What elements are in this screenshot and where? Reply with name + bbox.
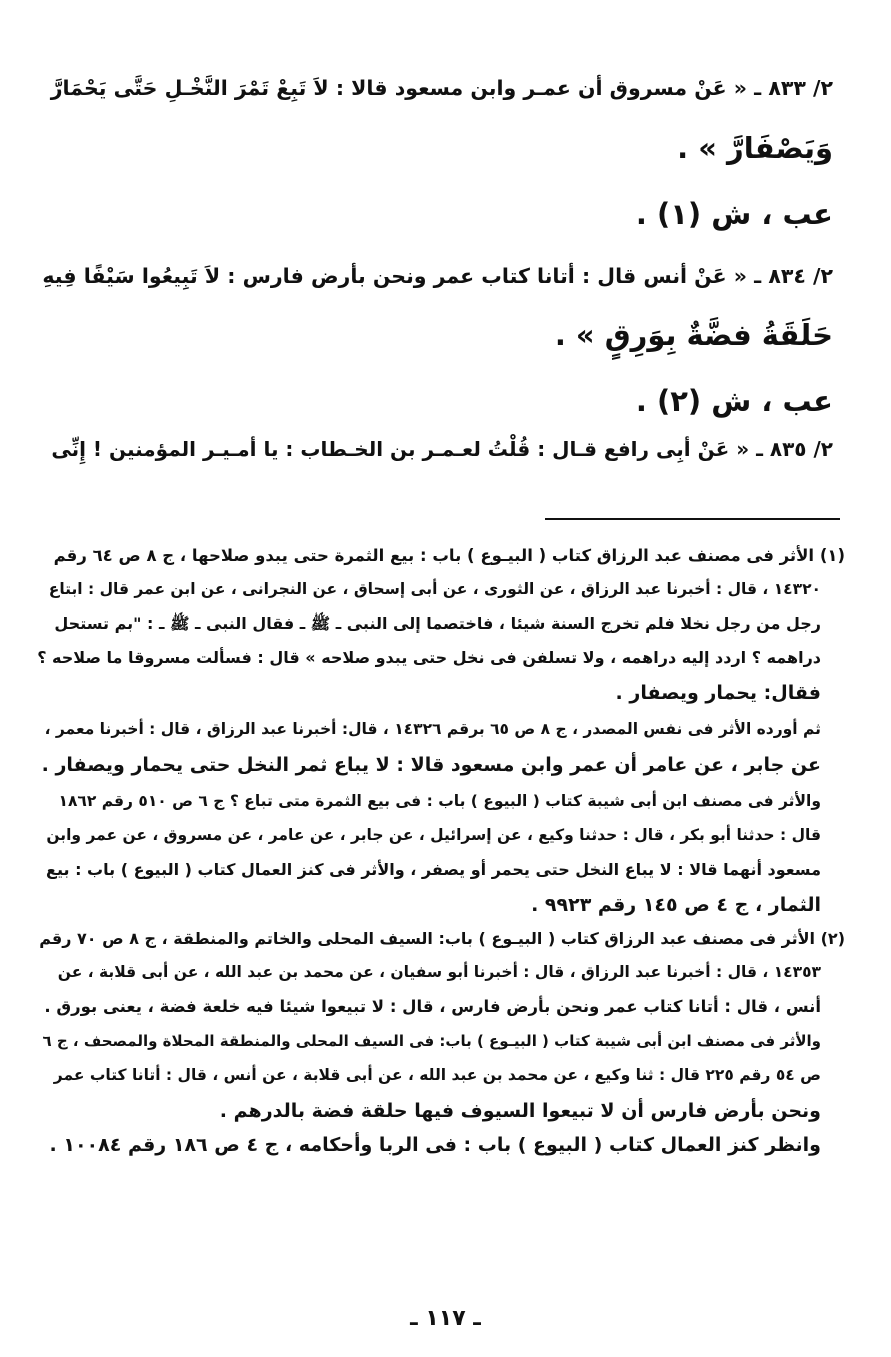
entry-834-source: عب ، ش (٢) . (635, 384, 833, 418)
entry-834-line-1: ٢/ ٨٣٤ ـ « عَنْ أنس قال : أتانا كتاب عمر ونحن بأرض فارس : لاَ تَبِيعُوا سَيْفًا فِيهِ (42, 264, 833, 288)
footnote-1-line: دراهمه ؟ اردد إليه دراهمه ، ولا تسلفن فى نخل حتى يبدو صلاحه » قال : فسألت مسروقا ما صلاحه ؟ (37, 648, 821, 667)
footnote-1-line: رجل من رجل نخلا فلم تخرج السنة شيئا ، فاختصما إلى النبى ـ ﷺ ـ فقال النبى ـ ﷺ ـ : "بم تستحل (54, 614, 821, 633)
footnote-1-line: عن جابر ، عن عامر أن عمر وابن مسعود قالا : لا يباع ثمر النخل حتى يحمار ويصفار . (41, 754, 821, 776)
footnote-1-line: والأثر فى مصنف ابن أبى شيبة كتاب ( البيوع ) باب : فى بيع الثمرة متى تباع ؟ ج ٦ ص ٥١٠ رقم ١٨٦٢ (58, 792, 821, 810)
page-number: ـ ١١٧ ـ (410, 1306, 481, 1331)
entry-834-line-2: حَلَقَةُ فضَّةٌ بِوَرِقٍ » . (554, 318, 833, 352)
footnote-1-line: قال : حدثنا أبو بكر ، قال : حدثنا وكيع ، عن إسرائيل ، عن جابر ، عن عامر ، عن مسروق ، عن عمر وابن (46, 826, 821, 844)
footnote-2-line: والأثر فى مصنف ابن أبى شيبة كتاب ( البيـوع ) باب: فى السيف المحلى والمنطقة المحلاة والمصحف ، ج ٦ (42, 1032, 821, 1050)
footnote-2-line: ونحن بأرض فارس أن لا تبيعوا السيوف فيها حلقة فضة بالدرهم . (219, 1100, 821, 1122)
entry-833-line-2: وَيَصْفَارَّ » . (677, 131, 833, 165)
footnote-separator (545, 518, 840, 520)
footnote-2-line: أنس ، قال : أتانا كتاب عمر ونحن بأرض فارس ، قال : لا تبيعوا شيئا فيه خلعة فضة ، يعنى بورق . (44, 997, 821, 1016)
entry-833-line-1: ٢/ ٨٣٣ ـ « عَنْ مسروق أن عمـر وابن مسعود قالا : لاَ تَبِعْ تَمْرَ النَّخْـلِ حَتَّى يَحْمَارَّ (50, 76, 833, 100)
entry-835-line-1: ٢/ ٨٣٥ ـ « عَنْ أبِى رافع قـال : قُلْتُ لعـمـر بن الخـطاب : يا أمـيـر المؤمنين ! إِنِّى (51, 437, 833, 461)
entry-833-source: عب ، ش (١) . (635, 197, 833, 231)
footnote-1-line: (١) الأثر فى مصنف عبد الرزاق كتاب ( البيـوع ) باب : بيع الثمرة حتى يبدو صلاحها ، ج ٨ ص ٦٤ رقم (53, 546, 845, 565)
footnote-2-line: وانظر كنز العمال كتاب ( البيوع ) باب : فى الربا وأحكامه ، ج ٤ ص ١٨٦ رقم ١٠٠٨٤ . (49, 1134, 821, 1156)
footnote-1-line: ثم أورده الأثر فى نفس المصدر ، ج ٨ ص ٦٥ برقم ١٤٣٢٦ ، قال: أخبرنا عبد الرزاق ، قال : أخبرنا معمر ، (44, 720, 821, 738)
footnote-1-line: فقال: يحمار ويصفار . (615, 682, 821, 704)
footnote-1-line: الثمار ، ج ٤ ص ١٤٥ رقم ٩٩٢٣ . (531, 894, 821, 916)
footnote-1-line: مسعود أنهما قالا : لا يباع النخل حتى يحمر أو يصفر ، والأثر فى كنز العمال كتاب ( البيوع ) باب : بيع (46, 860, 821, 879)
footnote-2-line: (٢) الأثر فى مصنف عبد الرزاق كتاب ( البيـوع ) باب: السيف المحلى والخاتم والمنطقة ، ج ٨ ص ٧٠ رقم (39, 929, 845, 948)
footnote-2-line: ١٤٣٥٣ ، قال : أخبرنا عبد الرزاق ، قال : أخبرنا أبو سفيان ، عن محمد بن عبد الله ، عن أبى قلابة ، عن (57, 963, 821, 981)
footnote-1-line: ١٤٣٢٠ ، قال : أخبرنا عبد الرزاق ، عن الثورى ، عن أبى إسحاق ، عن النجرانى ، عن ابن عمر قال : ابتاع (48, 580, 821, 598)
footnote-2-line: ص ٥٤ رقم ٢٢٥ قال : ثنا وكيع ، عن محمد بن عبد الله ، عن أبى قلابة ، عن أنس ، قال : أتانا كتاب عمر (53, 1066, 821, 1084)
